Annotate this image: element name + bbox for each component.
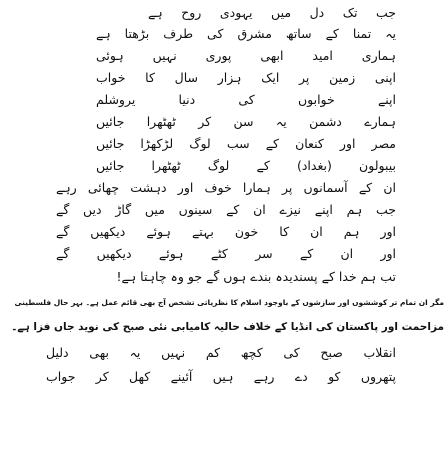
prose-line-1: مگر ان تمام تر کوششوں اور سازشوں کے باوجود اسلام کا نظریاتی تشخص آج بھی قائم عمل ہے۔ بہر حال فلسطینی <box>14 298 444 307</box>
poem-line-8: بیبولون (بغداد) کے لوگ ٹھٹھرا جائیں <box>96 158 396 173</box>
poem-line-6: ہمارے دشمن یہ سن کر ٹھٹھرا جائیں <box>96 114 396 129</box>
poem-line-5: اپنے خوابوں کی دنیا یروشلم <box>96 92 396 107</box>
couplet-line-1: انقلاب صبح کی کچھ کم نہیں یہ بھی دلیل <box>46 345 396 360</box>
poem-line-7: مصر اور کنعان کے سب لوگ لڑکھڑا جائیں <box>96 136 396 151</box>
prose-line-2: مزاحمت اور پاکستان کی انڈیا کے خلاف حالیہ کامیابی نئی صبح کی نوید جاں فزا ہے۔ <box>11 321 444 333</box>
couplet-line-2: پتھروں کو دے رہے ہیں آئینے کھل کر جواب <box>46 369 396 384</box>
poem-line-1: جب تک دل میں یہودی روح ہے <box>148 5 396 20</box>
poem-line-4: اپنی زمین پر ایک ہزار سال کا خواب <box>96 70 396 85</box>
poem-line-9: ان کے آسمانوں پر ہمارا خوف اور دہشت چھائی رہے <box>56 180 396 195</box>
poem-line-10: جب ہم اپنے نیزے ان کے سینوں میں گاڑ دیں گے <box>56 202 396 217</box>
poem-line-11: اور ہم ان کا خون بہتے ہوئے دیکھیں گے <box>56 224 396 239</box>
poem-line-13: تب ہم خدا کے پسندیدہ بندے ہوں گے جو وہ چاہتا ہے! <box>116 269 396 284</box>
poem-line-2: یہ تمنا کے ساتھ مشرق کی طرف بڑھتا ہے <box>96 26 396 41</box>
poem-line-12: اور ان کے سر کٹے ہوئے دیکھیں گے <box>56 246 396 261</box>
poem-line-3: ہماری امید ابھی پوری نہیں ہوئی <box>96 48 396 63</box>
